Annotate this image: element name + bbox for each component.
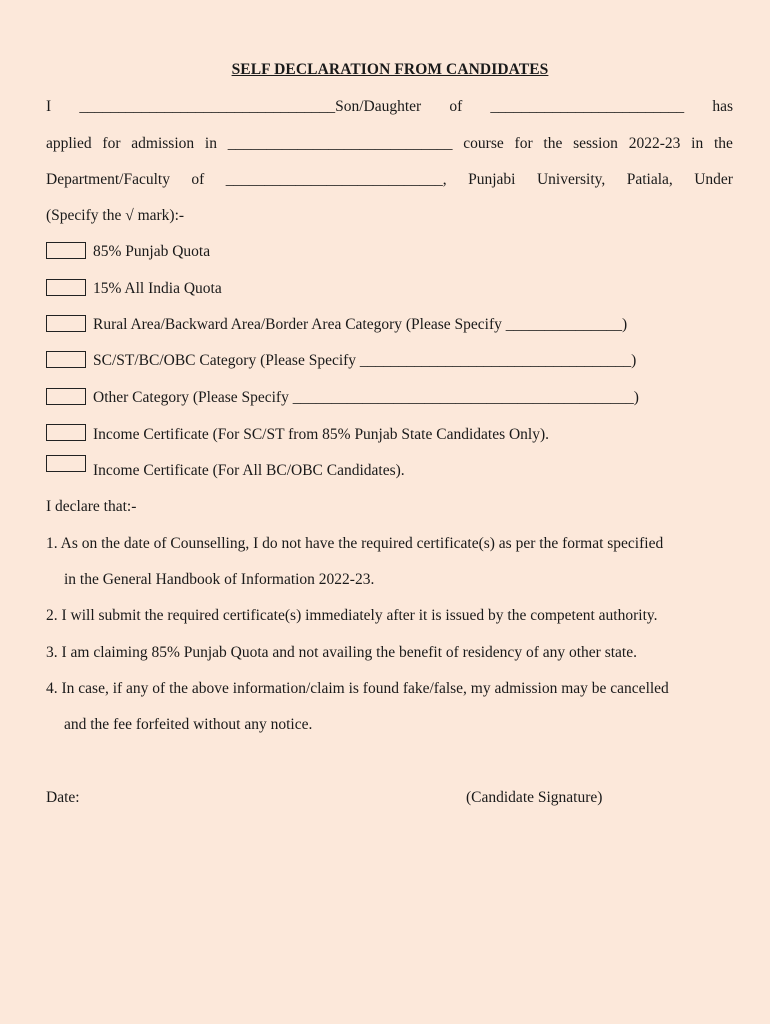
document-title: SELF DECLARATION FROM CANDIDATES [231, 61, 549, 78]
option-label-other-category: Other Category (Please Specify ____________________________________________) [93, 389, 639, 406]
intro-text: in [204, 135, 217, 152]
option-label-rural-area-category: Rural Area/Backward Area/Border Area Category (Please Specify _______________) [93, 316, 628, 333]
intro-text: the [543, 135, 563, 152]
checkbox-punjab-quota[interactable] [46, 242, 86, 259]
declaration-item-2: 2. I will submit the required certificate(s) immediately after it is issued by the competent authority. [46, 607, 658, 624]
declaration-item-4: 4. In case, if any of the above information/claim is found fake/false, my admission may be cancelled [46, 680, 669, 697]
intro-text: Punjabi [468, 171, 516, 188]
intro-text: has [712, 98, 733, 115]
department-blank: ____________________________, [225, 171, 447, 188]
checkbox-income-certificate-sc-st[interactable] [46, 424, 86, 441]
intro-text: of [191, 171, 205, 188]
intro-text: session [573, 135, 618, 152]
intro-line-3 [46, 171, 733, 189]
specify-instruction: (Specify the √ mark):- [46, 207, 185, 224]
checkbox-sc-st-bc-obc-category[interactable] [46, 351, 86, 368]
intro-text: Patiala, [626, 171, 673, 188]
intro-text: course [463, 135, 504, 152]
option-label-income-certificate-sc-st: Income Certificate (For SC/ST from 85% Punjab State Candidates Only). [93, 426, 550, 443]
option-label-all-india-quota: 15% All India Quota [93, 280, 222, 297]
declaration-item-1: 1. As on the date of Counselling, I do not have the required certificate(s) as per the format specified [46, 535, 664, 552]
intro-line-1 [46, 98, 733, 116]
intro-text: for [102, 135, 121, 152]
intro-line-2 [46, 135, 733, 153]
intro-text: Department/Faculty [46, 171, 170, 188]
checkbox-income-certificate-bc-obc[interactable] [46, 455, 86, 472]
checkbox-other-category[interactable] [46, 388, 86, 405]
intro-text: University, [536, 171, 606, 188]
declare-heading: I declare that:- [46, 498, 137, 515]
date-label: Date: [46, 789, 80, 806]
intro-text: Under [694, 171, 733, 188]
intro-text: admission [131, 135, 195, 152]
intro-text: in [691, 135, 704, 152]
option-label-sc-st-bc-obc-category: SC/ST/BC/OBC Category (Please Specify ___________________________________) [93, 352, 637, 369]
course-blank: _____________________________ [227, 135, 453, 152]
intro-text: I [46, 98, 52, 115]
option-label-income-certificate-bc-obc: Income Certificate (For All BC/OBC Candidates). [93, 462, 405, 479]
intro-text: of [449, 98, 463, 115]
intro-text: applied [46, 135, 92, 152]
checkbox-all-india-quota[interactable] [46, 279, 86, 296]
candidate-name-blank: _________________________________Son/Daughter [79, 98, 422, 115]
declaration-item-4-continued: and the fee forfeited without any notice. [64, 716, 313, 733]
candidate-signature-label: (Candidate Signature) [466, 789, 603, 806]
intro-text: the [713, 135, 733, 152]
intro-text: for [514, 135, 533, 152]
parent-name-blank: _________________________ [490, 98, 685, 115]
declaration-item-3: 3. I am claiming 85% Punjab Quota and not availing the benefit of residency of any other state. [46, 644, 637, 661]
session-year: 2022-23 [628, 135, 681, 152]
declaration-item-1-continued: in the General Handbook of Information 2022-23. [64, 571, 375, 588]
option-label-punjab-quota: 85% Punjab Quota [93, 243, 211, 260]
checkbox-rural-area-category[interactable] [46, 315, 86, 332]
